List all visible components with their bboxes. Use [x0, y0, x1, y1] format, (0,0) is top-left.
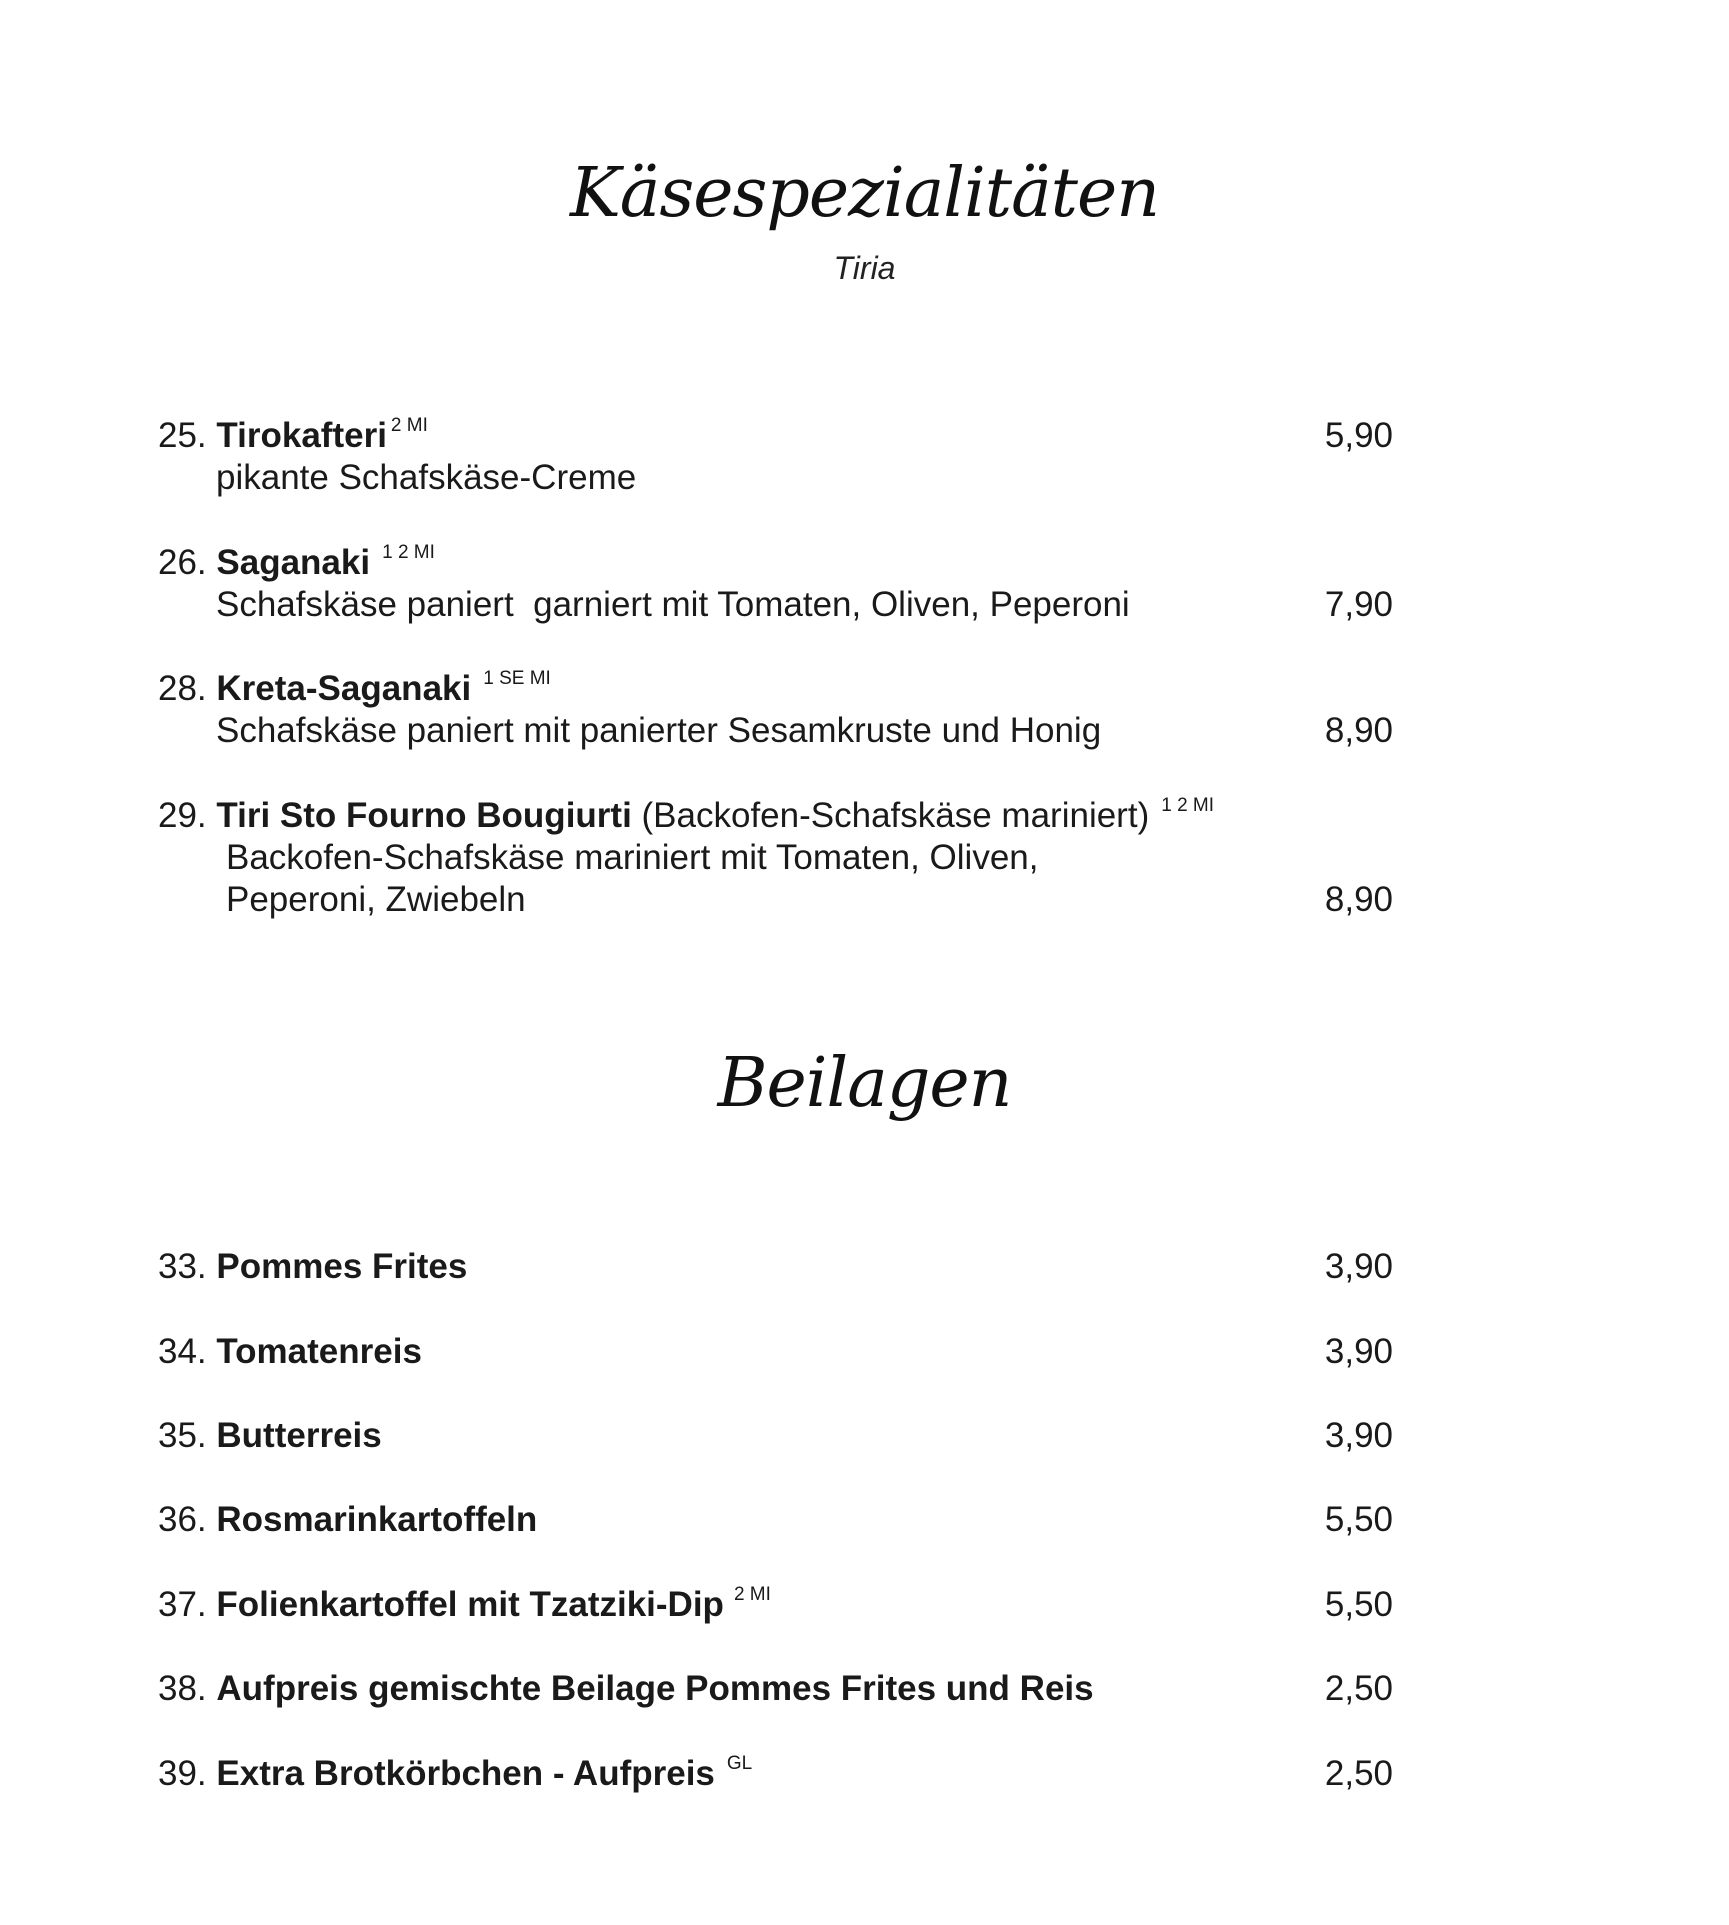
- section-title-beilagen: Beilagen: [717, 1044, 1012, 1123]
- menu-item-35-title: [158, 1415, 382, 1457]
- menu-item-34-price: 3,90: [1324, 1332, 1393, 1371]
- menu-item-36-title: [158, 1499, 537, 1541]
- menu-item-28-title: [158, 668, 551, 710]
- menu-item-number: 38.: [158, 1669, 207, 1708]
- menu-item-name: Tirokafteri: [216, 416, 387, 455]
- menu-item-allergens: 1 2 MI: [1161, 795, 1215, 816]
- menu-item-allergens: GL: [726, 1753, 753, 1774]
- menu-item-name: Pommes Frites: [216, 1247, 468, 1286]
- menu-item-number: 36.: [158, 1500, 207, 1539]
- menu-item-name: Rosmarinkartoffeln: [216, 1500, 538, 1539]
- menu-item-name: Kreta-Saganaki: [216, 669, 472, 708]
- menu-item-allergens: 1 2 MI: [382, 542, 435, 563]
- menu-item-26-description: Schafskäse paniert garniert mit Tomaten, Oliven, Peperoni: [216, 585, 1130, 624]
- menu-item-36-price: 5,50: [1324, 1500, 1393, 1539]
- menu-item-number: 26.: [158, 543, 207, 582]
- menu-item-number: 35.: [158, 1416, 207, 1455]
- menu-item-25-price: 5,90: [1324, 416, 1393, 455]
- menu-item-37-price: 5,50: [1324, 1585, 1393, 1624]
- menu-item-name: Tiri Sto Fourno Bougiurti: [216, 796, 632, 835]
- menu-item-33-price: 3,90: [1324, 1247, 1393, 1286]
- menu-item-name: Saganaki: [216, 543, 371, 582]
- menu-item-28-price: 8,90: [1324, 711, 1393, 750]
- menu-item-39-title: [158, 1753, 752, 1795]
- menu-item-allergens: 2 MI: [390, 415, 428, 436]
- menu-item-number: 39.: [158, 1754, 207, 1793]
- menu-item-name: Tomatenreis: [216, 1332, 422, 1371]
- menu-item-29-description-line1: Backofen-Schafskäse mariniert mit Tomaten, Oliven,: [226, 838, 1039, 877]
- menu-item-allergens: 1 SE MI: [483, 668, 551, 689]
- menu-item-25-description: pikante Schafskäse-Creme: [216, 458, 637, 497]
- menu-item-26-title: [158, 542, 435, 584]
- menu-item-name: Folienkartoffel mit Tzatziki-Dip: [216, 1585, 724, 1624]
- menu-item-39-price: 2,50: [1324, 1754, 1393, 1793]
- menu-item-number: 33.: [158, 1247, 207, 1286]
- menu-item-allergens: 2 MI: [733, 1584, 771, 1605]
- menu-item-number: 29.: [158, 796, 207, 835]
- menu-item-number: 37.: [158, 1585, 207, 1624]
- menu-item-number: 28.: [158, 669, 207, 708]
- section-subtitle-tiria: Tiria: [833, 250, 896, 286]
- menu-item-33-title: [158, 1246, 467, 1288]
- menu-item-34-title: [158, 1331, 422, 1373]
- menu-item-29-title: [158, 795, 1214, 837]
- menu-item-number: 34.: [158, 1332, 207, 1371]
- menu-item-38-price: 2,50: [1324, 1669, 1393, 1708]
- menu-item-38-title: [158, 1668, 1094, 1710]
- menu-item-28-description: Schafskäse paniert mit panierter Sesamkruste und Honig: [216, 711, 1102, 750]
- menu-item-37-title: [158, 1584, 771, 1626]
- menu-item-name: Extra Brotkörbchen - Aufpreis: [216, 1754, 715, 1793]
- menu-item-number: 25.: [158, 416, 207, 455]
- menu-item-note: (Backofen-Schafskäse mariniert): [641, 796, 1150, 835]
- menu-item-25-title: [158, 415, 428, 457]
- menu-item-29-description-line2: Peperoni, Zwiebeln: [226, 880, 526, 919]
- menu-item-29-price: 8,90: [1324, 880, 1393, 919]
- menu-item-35-price: 3,90: [1324, 1416, 1393, 1455]
- menu-item-name: Butterreis: [216, 1416, 382, 1455]
- section-title-kaesespezialitaeten: Käsespezialitäten: [570, 154, 1159, 233]
- menu-item-26-price: 7,90: [1324, 585, 1393, 624]
- menu-item-name: Aufpreis gemischte Beilage Pommes Frites und Reis: [216, 1669, 1094, 1708]
